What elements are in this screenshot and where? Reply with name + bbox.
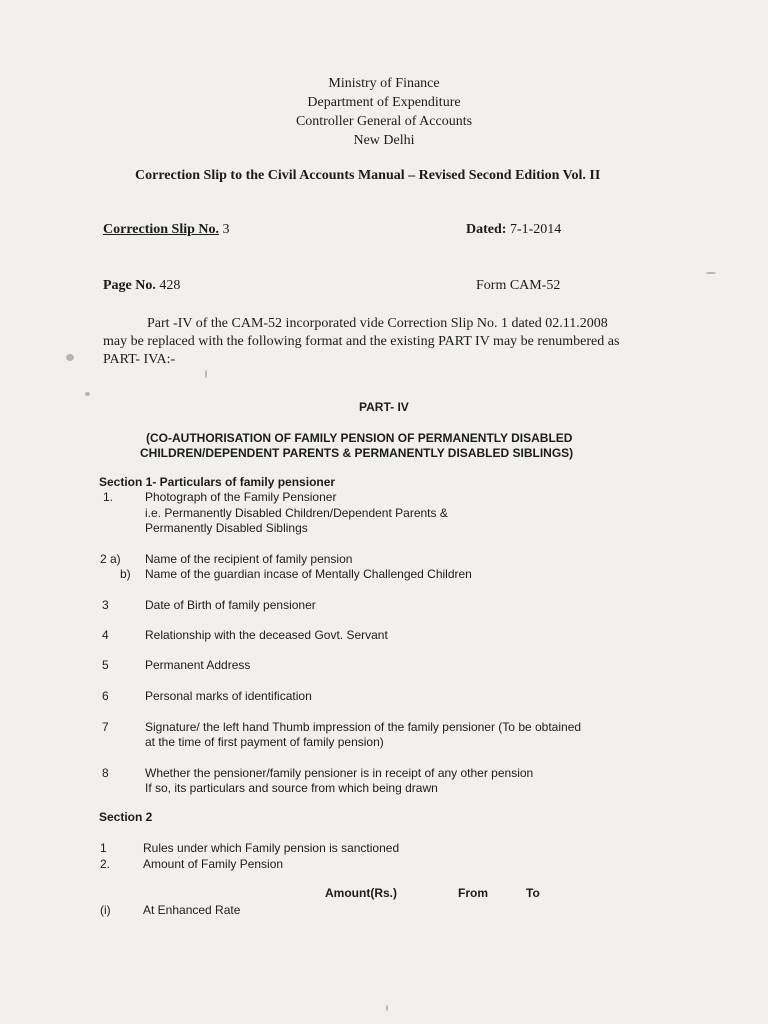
- item-text: Rules under which Family pension is sanctioned: [143, 841, 400, 855]
- item-text: Photograph of the Family Pensioner: [145, 490, 337, 504]
- item-text: Permanently Disabled Siblings: [145, 521, 308, 535]
- item-text: at the time of first payment of family pension): [145, 735, 384, 749]
- part-title-line-2: CHILDREN/DEPENDENT PARENTS & PERMANENTLY DISABLED SIBLINGS): [140, 446, 574, 460]
- dated-label: Dated:: [466, 222, 507, 237]
- item-text: Date of Birth of family pensioner: [145, 598, 316, 612]
- row-text: At Enhanced Rate: [143, 903, 241, 917]
- item-number: 3: [102, 598, 109, 612]
- scan-speck: [85, 392, 90, 396]
- item-text: Signature/ the left hand Thumb impression of the family pensioner (To be obtained: [145, 720, 582, 734]
- item-text: Personal marks of identification: [145, 689, 312, 703]
- item-number: 7: [102, 720, 109, 734]
- column-header-amount: Amount(Rs.): [325, 886, 397, 900]
- slip-date: [466, 222, 561, 238]
- scan-speck: [205, 370, 207, 378]
- part-heading: PART- IV: [359, 400, 409, 414]
- document-title: Correction Slip to the Civil Accounts Manual – Revised Second Edition Vol. II: [135, 168, 601, 183]
- page-number: [103, 278, 180, 294]
- city-line: New Delhi: [353, 133, 415, 148]
- item-text: If so, its particulars and source from which being drawn: [145, 781, 438, 795]
- section-1-heading: Section 1- Particulars of family pensioner: [99, 475, 336, 489]
- item-text: Amount of Family Pension: [143, 857, 284, 871]
- row-number: (i): [100, 903, 111, 917]
- item-text: Name of the guardian incase of Mentally Challenged Children: [145, 567, 472, 581]
- ministry-line: Ministry of Finance: [328, 76, 440, 91]
- item-number: 2 a): [100, 552, 121, 566]
- department-line: Department of Expenditure: [307, 95, 461, 110]
- column-header-to: To: [526, 886, 540, 900]
- section-2-heading: Section 2: [99, 810, 153, 824]
- form-number: Form CAM-52: [476, 278, 561, 293]
- scan-speck: [66, 354, 74, 361]
- controller-line: Controller General of Accounts: [295, 114, 473, 129]
- item-text: Whether the pensioner/family pensioner is in receipt of any other pension: [145, 766, 534, 780]
- page-value: 428: [159, 278, 181, 293]
- dated-value: 7-1-2014: [509, 222, 562, 237]
- scan-speck: [706, 272, 716, 274]
- item-text: Relationship with the deceased Govt. Servant: [145, 628, 388, 642]
- page-label: Page No.: [103, 278, 156, 293]
- item-text: Permanent Address: [145, 658, 251, 672]
- item-text: Name of the recipient of family pension: [145, 552, 353, 566]
- intro-line-2: may be replaced with the following format and the existing PART IV may be renumbered as: [103, 334, 620, 349]
- slip-number: 3: [222, 222, 230, 237]
- item-text: i.e. Permanently Disabled Children/Dependent Parents &: [145, 506, 448, 520]
- item-number: 4: [102, 628, 109, 642]
- item-number: 6: [102, 689, 109, 703]
- item-number: b): [120, 567, 131, 581]
- part-title-line-1: (CO-AUTHORISATION OF FAMILY PENSION OF PERMANENTLY DISABLED: [146, 431, 573, 445]
- item-number: 5: [102, 658, 109, 672]
- item-number: 1: [100, 841, 107, 855]
- intro-line-1: Part -IV of the CAM-52 incorporated vide Correction Slip No. 1 dated 02.11.2008: [147, 316, 608, 331]
- item-number: 1.: [103, 490, 114, 504]
- scan-speck: [386, 1005, 388, 1011]
- column-header-from: From: [458, 886, 488, 900]
- intro-line-3: PART- IVA:-: [103, 352, 176, 367]
- slip-label: Correction Slip No.: [103, 222, 220, 237]
- correction-slip-number: [103, 222, 230, 238]
- item-number: 8: [102, 766, 109, 780]
- item-number: 2.: [100, 857, 111, 871]
